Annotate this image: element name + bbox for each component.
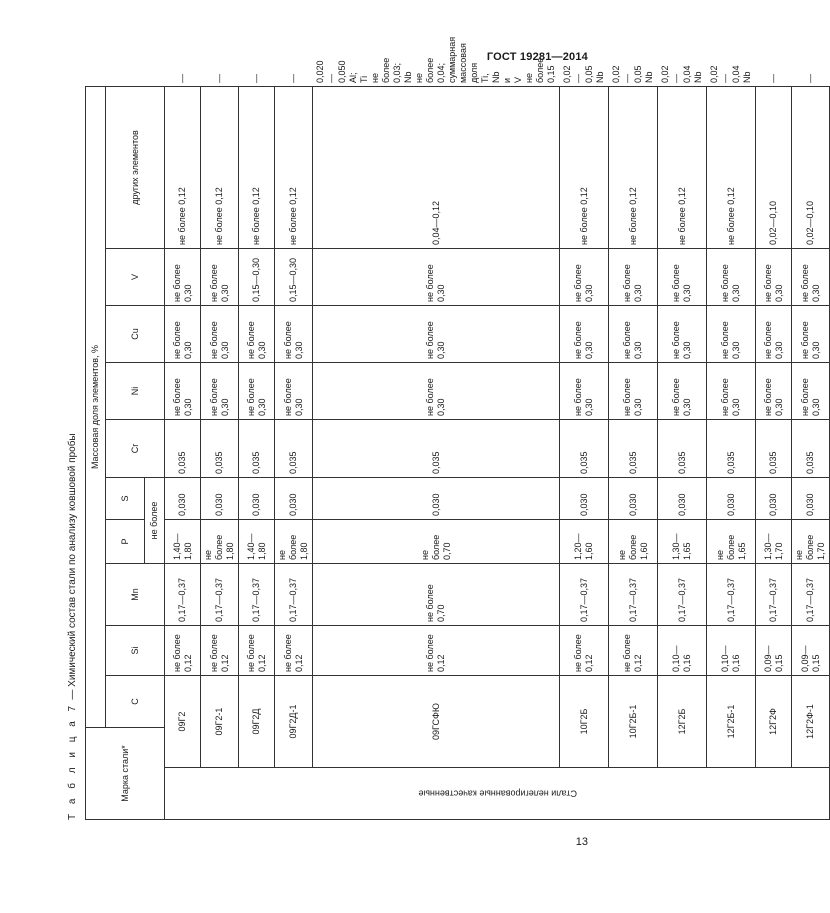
mn-cell: не более 1,65 <box>707 520 756 564</box>
p-cell: 0,030 <box>707 478 756 520</box>
table-row: 12Г2Ф-1 0,09—0,15 0,17—0,37 не более 1,70 0,030 0,035 не более 0,30 не более 0,30 не более 0,30 0,02—0,10 — <box>792 87 830 820</box>
caption-text: — Химический состав стали по анализу ковшовой пробы <box>67 433 78 703</box>
mn-cell: не более 1,70 <box>792 520 830 564</box>
s-cell: 0,035 <box>275 420 313 478</box>
grade-cell: 10Г2Б <box>560 676 609 768</box>
table-caption <box>63 433 83 820</box>
mn-cell: 1,30—1,65 <box>658 520 707 564</box>
si-cell: 0,17—0,37 <box>609 564 658 626</box>
p-cell: 0,030 <box>239 478 275 520</box>
mn-cell: не более 1,60 <box>609 520 658 564</box>
ni-cell: не более 0,30 <box>165 306 201 363</box>
si-cell: 0,17—0,37 <box>756 564 792 626</box>
table-row: Стали нелегированные качественные 09Г2 не более 0,12 0,17—0,37 1,40—1,80 0,030 0,035 не более 0,30 не более 0,30 не более 0,30 не более 0,12 — <box>165 87 201 820</box>
document-header: ГОСТ 19281—2014 <box>486 51 588 63</box>
table-row: 09Г2-1 не более 0,12 0,17—0,37 не более 1,80 0,030 0,035 не более 0,30 не более 0,30 не более 0,30 не более 0,12 — <box>201 87 239 820</box>
cu-cell: не более 0,30 <box>201 249 239 306</box>
cu-cell: не более 0,30 <box>560 249 609 306</box>
col-header-mn: Mn <box>106 564 165 626</box>
si-cell: 0,17—0,37 <box>792 564 830 626</box>
cr-cell: не более 0,30 <box>201 363 239 420</box>
table-row: 12Г2Б-1 0,10—0,16 0,17—0,37 не более 1,65 0,030 0,035 не более 0,30 не более 0,30 не более 0,30 не более 0,12 0,02—0,04 Nb <box>707 87 756 820</box>
cu-cell: не более 0,30 <box>658 249 707 306</box>
c-cell: не более 0,12 <box>201 626 239 676</box>
v-cell: не более 0,12 <box>560 87 609 249</box>
grade-cell: 12Г2Ф-1 <box>792 676 830 768</box>
si-cell: не более 0,70 <box>313 564 560 626</box>
v-cell: 0,02—0,10 <box>756 87 792 249</box>
mn-cell: не более 1,80 <box>201 520 239 564</box>
table-row: 10Г2Б не более 0,12 0,17—0,37 1,20—1,60 0,030 0,035 не более 0,30 не более 0,30 не более 0,30 не более 0,12 0,02—0,05 Nb <box>560 87 609 820</box>
c-cell: не более 0,12 <box>313 626 560 676</box>
ni-cell: не более 0,30 <box>560 306 609 363</box>
c-cell: 0,10—0,16 <box>707 626 756 676</box>
cu-cell: не более 0,30 <box>792 249 830 306</box>
mn-cell: 1,40—1,80 <box>239 520 275 564</box>
ni-cell: не более 0,30 <box>756 306 792 363</box>
c-cell: 0,09—0,15 <box>756 626 792 676</box>
table-row: 12Г2Б 0,10—0,16 0,17—0,37 1,30—1,65 0,030 0,035 не более 0,30 не более 0,30 не более 0,30 не более 0,12 0,02—0,04 Nb <box>658 87 707 820</box>
cr-cell: не более 0,30 <box>609 363 658 420</box>
s-cell: 0,035 <box>239 420 275 478</box>
grade-cell: 12Г2Б <box>658 676 707 768</box>
grade-cell: 09Г2 <box>165 676 201 768</box>
col-header-ni: Ni <box>106 363 165 420</box>
s-cell: 0,035 <box>201 420 239 478</box>
s-cell: 0,035 <box>609 420 658 478</box>
si-cell: 0,17—0,37 <box>239 564 275 626</box>
si-cell: 0,17—0,37 <box>658 564 707 626</box>
grade-cell: 12Г2Ф <box>756 676 792 768</box>
p-cell: 0,030 <box>275 478 313 520</box>
cu-cell: 0,15—0,30 <box>239 249 275 306</box>
p-cell: 0,030 <box>201 478 239 520</box>
cr-cell: не более 0,30 <box>275 363 313 420</box>
p-cell: 0,030 <box>560 478 609 520</box>
col-header-s: S <box>106 478 145 520</box>
cu-cell: не более 0,30 <box>707 249 756 306</box>
cr-cell: не более 0,30 <box>239 363 275 420</box>
cu-cell: не более 0,30 <box>756 249 792 306</box>
ni-cell: не более 0,30 <box>792 306 830 363</box>
col-header-group: Массовая доля элементов, % <box>86 87 106 728</box>
ni-cell: не более 0,30 <box>313 306 560 363</box>
grade-cell: 09Г2-1 <box>201 676 239 768</box>
p-cell: 0,030 <box>165 478 201 520</box>
cu-cell: 0,15—0,30 <box>275 249 313 306</box>
col-header-v: V <box>106 249 165 306</box>
c-cell: не более 0,12 <box>239 626 275 676</box>
si-cell: 0,17—0,37 <box>275 564 313 626</box>
col-header-grade: Марка стали* <box>86 728 165 820</box>
table-row: 12Г2Ф 0,09—0,15 0,17—0,37 1,30—1,70 0,030 0,035 не более 0,30 не более 0,30 не более 0,30 0,02—0,10 — <box>756 87 792 820</box>
v-cell: не более 0,12 <box>609 87 658 249</box>
cu-cell: не более 0,30 <box>313 249 560 306</box>
col-header-si: Si <box>106 626 165 676</box>
col-header-other: других элементов <box>106 87 165 249</box>
s-cell: 0,035 <box>792 420 830 478</box>
v-cell: 0,04—0,12 <box>313 87 560 249</box>
cu-cell: не более 0,30 <box>609 249 658 306</box>
col-header-cr: Cr <box>106 420 165 478</box>
v-cell: не более 0,12 <box>658 87 707 249</box>
ni-cell: не более 0,30 <box>201 306 239 363</box>
c-cell: 0,10—0,16 <box>658 626 707 676</box>
p-cell: 0,030 <box>658 478 707 520</box>
v-cell: 0,02—0,10 <box>792 87 830 249</box>
c-cell: не более 0,12 <box>609 626 658 676</box>
v-cell: не более 0,12 <box>165 87 201 249</box>
mn-cell: не более 0,70 <box>313 520 560 564</box>
p-cell: 0,030 <box>756 478 792 520</box>
section-label: Стали нелегированные качественные <box>165 768 830 820</box>
ni-cell: не более 0,30 <box>707 306 756 363</box>
col-header-c: C <box>106 676 165 728</box>
col-header-p: P <box>106 520 145 564</box>
s-cell: 0,035 <box>560 420 609 478</box>
table-row: 10Г2Б-1 не более 0,12 0,17—0,37 не более 1,60 0,030 0,035 не более 0,30 не более 0,30 не более 0,30 не более 0,12 0,02—0,05 Nb <box>609 87 658 820</box>
cr-cell: не более 0,30 <box>165 363 201 420</box>
table-row: 09Г2Д-1 не более 0,12 0,17—0,37 не более 1,80 0,030 0,035 не более 0,30 не более 0,30 0,15—0,30 не более 0,12 — <box>275 87 313 820</box>
c-cell: не более 0,12 <box>560 626 609 676</box>
col-header-cu: Cu <box>106 306 165 363</box>
ni-cell: не более 0,30 <box>275 306 313 363</box>
ni-cell: не более 0,30 <box>658 306 707 363</box>
col-header-ps-max: не более <box>145 478 165 564</box>
p-cell: 0,030 <box>792 478 830 520</box>
s-cell: 0,035 <box>707 420 756 478</box>
table-row: 09Г2Д не более 0,12 0,17—0,37 1,40—1,80 0,030 0,035 не более 0,30 не более 0,30 0,15—0,30 не более 0,12 — <box>239 87 275 820</box>
mn-cell: 1,40—1,80 <box>165 520 201 564</box>
v-cell: не более 0,12 <box>239 87 275 249</box>
si-cell: 0,17—0,37 <box>707 564 756 626</box>
cr-cell: не более 0,30 <box>756 363 792 420</box>
s-cell: 0,035 <box>658 420 707 478</box>
v-cell: не более 0,12 <box>275 87 313 249</box>
si-cell: 0,17—0,37 <box>201 564 239 626</box>
cu-cell: не более 0,30 <box>165 249 201 306</box>
table-row: 09ГСФЮ не более 0,12 не более 0,70 не более 0,70 0,030 0,035 не более 0,30 не более 0,30 не более 0,30 0,04—0,12 0,020—0,050 Al; Ti не более 0,03; Nb не более 0,04; суммарная массовая доля Ti, Nb и V не более 0,15 <box>313 87 560 820</box>
si-cell: 0,17—0,37 <box>560 564 609 626</box>
ni-cell: не более 0,30 <box>239 306 275 363</box>
grade-cell: 12Г2Б-1 <box>707 676 756 768</box>
p-cell: 0,030 <box>609 478 658 520</box>
v-cell: не более 0,12 <box>707 87 756 249</box>
mn-cell: 1,30—1,70 <box>756 520 792 564</box>
si-cell: 0,17—0,37 <box>165 564 201 626</box>
cr-cell: не более 0,30 <box>313 363 560 420</box>
v-cell: не более 0,12 <box>201 87 239 249</box>
grade-cell: 09Г2Д <box>239 676 275 768</box>
grade-cell: 09Г2Д-1 <box>275 676 313 768</box>
s-cell: 0,035 <box>165 420 201 478</box>
s-cell: 0,035 <box>313 420 560 478</box>
ni-cell: не более 0,30 <box>609 306 658 363</box>
p-cell: 0,030 <box>313 478 560 520</box>
cr-cell: не более 0,30 <box>792 363 830 420</box>
page-number: 13 <box>575 836 588 848</box>
cr-cell: не более 0,30 <box>658 363 707 420</box>
grade-cell: 10Г2Б-1 <box>609 676 658 768</box>
c-cell: 0,09—0,15 <box>792 626 830 676</box>
s-cell: 0,035 <box>756 420 792 478</box>
c-cell: не более 0,12 <box>165 626 201 676</box>
c-cell: не более 0,12 <box>275 626 313 676</box>
cr-cell: не более 0,30 <box>707 363 756 420</box>
cr-cell: не более 0,30 <box>560 363 609 420</box>
grade-cell: 09ГСФЮ <box>313 676 560 768</box>
caption-label: Т а б л и ц а 7 <box>67 702 78 820</box>
mn-cell: не более 1,80 <box>275 520 313 564</box>
mn-cell: 1,20—1,60 <box>560 520 609 564</box>
